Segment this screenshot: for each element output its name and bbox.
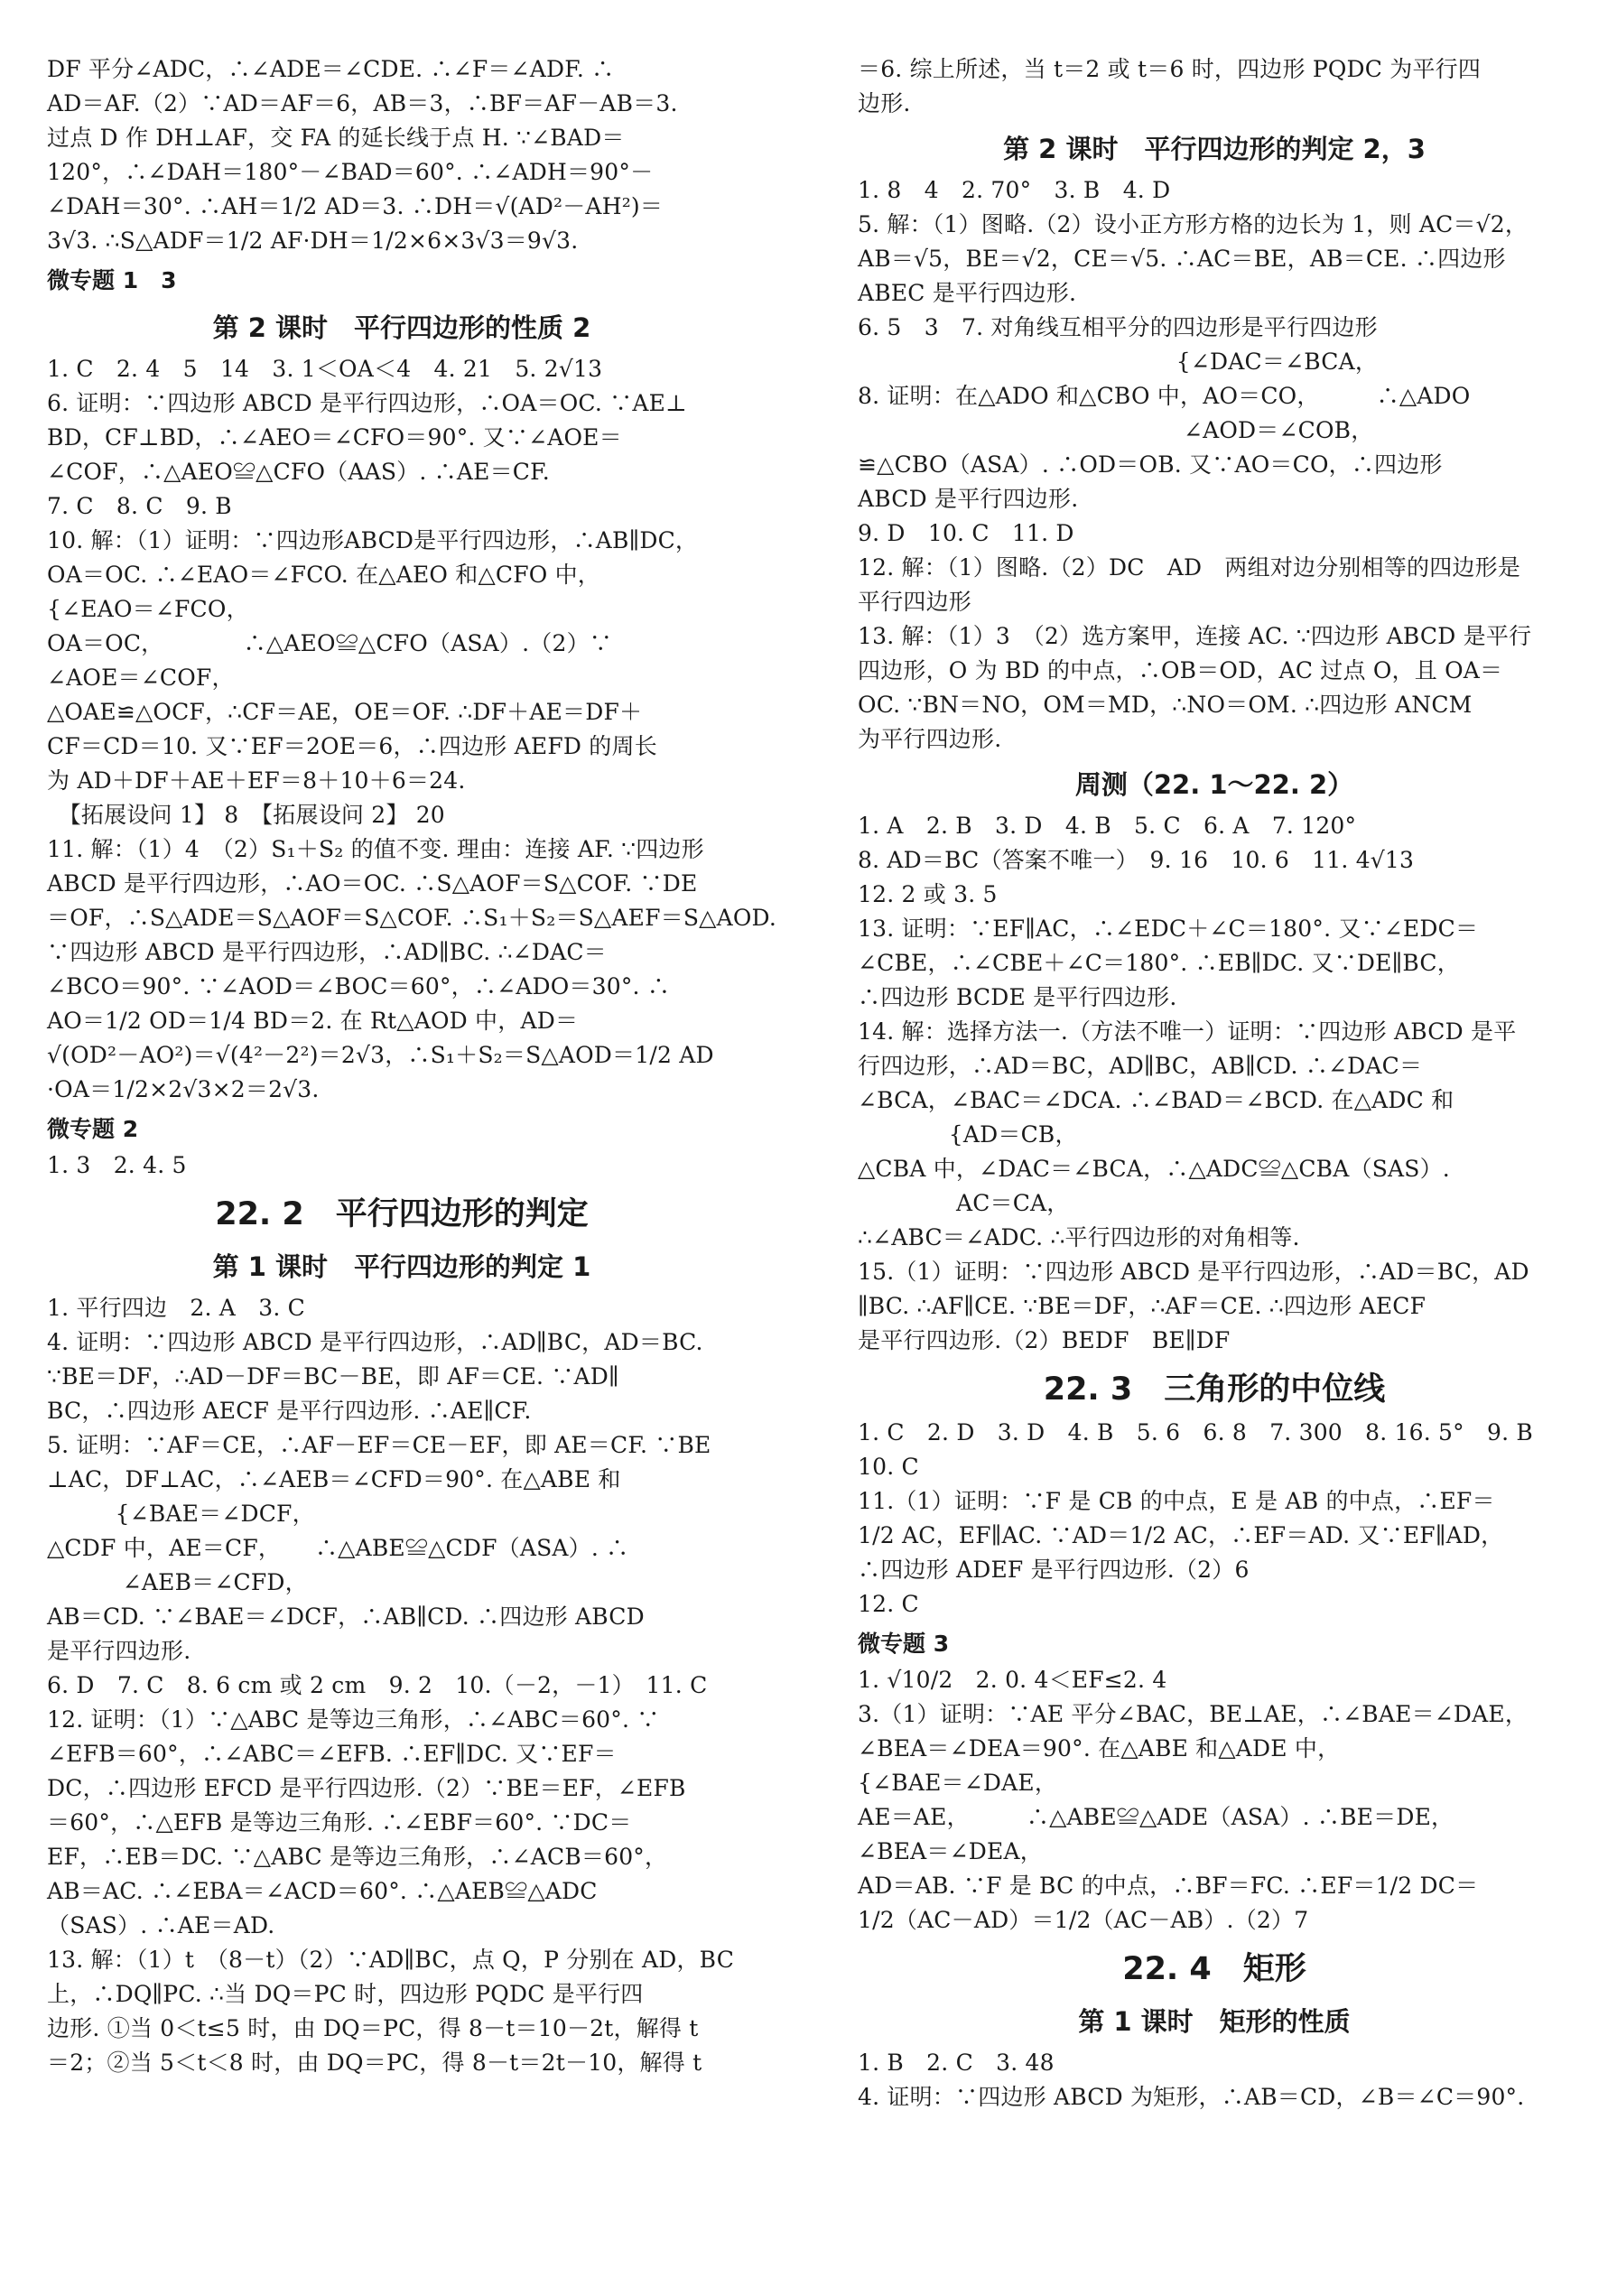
text-line: 边形. ①当 0＜t≤5 时，由 DQ＝PC，得 8－t＝10－2t，解得 t	[47, 2015, 699, 2041]
text-line: {AD＝CB，	[858, 1121, 1078, 1148]
text-line: DC，∴四边形 EFCD 是平行四边形.（2）∵BE＝EF，∠EFB	[47, 1775, 686, 1801]
text-line: 10. 解：（1）证明：∵四边形ABCD是平行四边形，∴AB∥DC，	[47, 527, 699, 553]
text-block	[858, 1416, 1571, 1622]
text-line: 13. 证明：∵EF∥AC，∴∠EDC＋∠C＝180°. 又∵∠EDC＝	[858, 916, 1479, 942]
text-line: ∴四边形 ADEF 是平行四边形.（2）6	[858, 1557, 1250, 1583]
text-line: ABCD 是平行四边形，∴AO＝OC. ∴S△AOF＝S△COF. ∵DE	[47, 870, 698, 897]
text-line: {∠BAE＝∠DCF，	[47, 1501, 315, 1527]
text-line: ∠CBE，∴∠CBE＋∠C＝180°. ∴EB∥DC. 又∵DE∥BC，	[858, 950, 1460, 976]
text-line: ABCD 是平行四边形.	[858, 486, 1079, 512]
text-line: 1. 3 2. 4. 5	[47, 1152, 187, 1178]
text-line: 8. AD＝BC（答案不唯一） 9. 16 10. 6 11. 4√13	[858, 847, 1415, 873]
text-line: 是平行四边形.（2）BEDF BE∥DF	[858, 1327, 1231, 1353]
text-line: ∠BCO＝90°. ∵∠AOD＝∠BOC＝60°，∴∠ADO＝30°. ∴	[47, 973, 671, 999]
text-line: 12. 证明：（1）∵△ABC 是等边三角形，∴∠ABC＝60°. ∵	[47, 1706, 660, 1733]
text-line: ∵BE＝DF，∴AD－DF＝BC－BE，即 AF＝CE. ∵AD∥	[47, 1363, 619, 1390]
topic-label: 微专题 1 3	[47, 267, 177, 293]
text-line: 1. A 2. B 3. D 4. B 5. C 6. A 7. 120°	[858, 813, 1357, 839]
text-line: AB＝CD. ∵∠BAE＝∠DCF，∴AB∥CD. ∴四边形 ABCD	[47, 1603, 645, 1630]
text-line: 1. 8 4 2. 70° 3. B 4. D	[858, 177, 1171, 203]
text-line: 【拓展设问 1】 8 【拓展设问 2】 20	[47, 802, 445, 828]
text-line: {∠BAE＝∠DAE，	[858, 1770, 1058, 1796]
text-line: AE＝AE， ∴△ABE≌△ADE（ASA）. ∴BE＝DE，	[858, 1804, 1454, 1830]
right-column	[858, 52, 1571, 2115]
text-line: ∠AOD＝∠COB，	[858, 417, 1374, 443]
text-block	[47, 52, 757, 258]
text-block	[47, 352, 777, 1107]
text-line: ∥BC. ∴AF∥CE. ∵BE＝DF，∴AF＝CE. ∴四边形 AECF	[858, 1293, 1426, 1319]
lesson-heading: 第 2 课时 平行四边形的性质 2	[212, 312, 591, 343]
text-line: 5. 证明：∵AF＝CE，∴AF－EF＝CE－EF，即 AE＝CF. ∵BE	[47, 1432, 711, 1458]
text-line: ∠AEB＝∠CFD，	[47, 1569, 308, 1595]
text-line: BC，∴四边形 AECF 是平行四边形. ∴AE∥CF.	[47, 1398, 532, 1424]
section-heading: 22. 2 平行四边形的判定	[215, 1196, 589, 1232]
text-line: 12. C	[858, 1591, 919, 1617]
text-line: 行四边形，∴AD＝BC，AD∥BC，AB∥CD. ∴∠DAC＝	[858, 1053, 1423, 1079]
text-block	[858, 1663, 1571, 1938]
text-line: AB＝AC. ∴∠EBA＝∠ACD＝60°. ∴△AEB≌△ADC	[47, 1878, 598, 1904]
text-line: ∠EFB＝60°，∴∠ABC＝∠EFB. ∴EF∥DC. 又∵EF＝	[47, 1741, 617, 1767]
text-block	[47, 1291, 757, 2080]
text-line: 6. 5 3 7. 对角线互相平分的四边形是平行四边形	[858, 314, 1378, 340]
text-line: 9. D 10. C 11. D	[858, 520, 1074, 546]
text-line: 1/2（AC－AD）＝1/2（AC－AB）.（2）7	[858, 1907, 1309, 1933]
text-line: 上，∴DQ∥PC. ∴当 DQ＝PC 时，四边形 PQDC 是平行四	[47, 1981, 644, 2007]
text-line: △OAE≌△OCF，∴CF＝AE，OE＝OF. ∴DF＋AE＝DF＋	[47, 699, 643, 725]
text-line: ≌△CBO（ASA）. ∴OD＝OB. 又∵AO＝CO，∴四边形	[858, 451, 1443, 478]
text-line: 过点 D 作 DH⊥AF，交 FA 的延长线于点 H. ∵∠BAD＝	[47, 125, 625, 151]
text-line: ⊥AC，DF⊥AC，∴∠AEB＝∠CFD＝90°. 在△ABE 和	[47, 1466, 621, 1492]
text-line: △CBA 中，∠DAC＝∠BCA，∴△ADC≌△CBA（SAS）.	[858, 1156, 1450, 1182]
text-line: AD＝AB. ∵F 是 BC 的中点，∴BF＝FC. ∴EF＝1/2 DC＝	[858, 1873, 1479, 1899]
text-line: ∵四边形 ABCD 是平行四边形，∴AD∥BC. ∴∠DAC＝	[47, 939, 607, 965]
text-line: 1/2 AC，EF∥AC. ∵AD＝1/2 AC，∴EF＝AD. 又∵EF∥AD，	[858, 1522, 1504, 1548]
topic-label: 微专题 2	[47, 1116, 139, 1142]
text-line: 是平行四边形.	[47, 1638, 191, 1664]
text-line: OA＝OC， ∴△AEO≌△CFO（ASA）.（2）∵	[47, 630, 612, 656]
text-line: 为 AD＋DF＋AE＋EF＝8＋10＋6＝24.	[47, 767, 466, 794]
section-heading: 22. 3 三角形的中位线	[1043, 1371, 1386, 1408]
text-line: 7. C 8. C 9. B	[47, 493, 232, 519]
text-block	[858, 173, 1571, 757]
text-line: {∠DAC＝∠BCA，	[858, 349, 1379, 375]
text-line: 边形.	[858, 90, 911, 116]
text-line: CF＝CD＝10. 又∵EF＝2OE＝6，∴四边形 AEFD 的周长	[47, 733, 657, 759]
text-line: ∠BCA，∠BAC＝∠DCA. ∴∠BAD＝∠BCD. 在△ADC 和	[858, 1087, 1454, 1113]
text-line: 4. 证明：∵四边形 ABCD 为矩形，∴AB＝CD，∠B＝∠C＝90°.	[858, 2084, 1525, 2110]
text-line: 平行四边形	[858, 589, 972, 615]
text-line: AB＝√5，BE＝√2，CE＝√5. ∴AC＝BE，AB＝CE. ∴四边形	[858, 246, 1506, 272]
text-line: 10. C	[858, 1454, 919, 1480]
text-line: ·OA＝1/2×2√3×2＝2√3.	[47, 1076, 320, 1102]
text-line: {∠EAO＝∠FCO，	[47, 596, 249, 622]
text-line: AC＝CA，	[858, 1190, 1070, 1216]
lesson-heading: 第 1 课时 平行四边形的判定 1	[212, 1251, 591, 1282]
text-line: 1. C 2. D 3. D 4. B 5. 6 6. 8 7. 300 8. 16. 5° 9. B	[858, 1419, 1533, 1445]
text-line: √(OD²－AO²)＝√(4²－2²)＝2√3，∴S₁＋S₂＝S△AOD＝1/2 AD	[47, 1042, 714, 1068]
text-line: ＝2；②当 5＜t＜8 时，由 DQ＝PC，得 8－t＝2t－10，解得 t	[47, 2050, 702, 2076]
text-line: 6. 证明：∵四边形 ABCD 是平行四边形，∴OA＝OC. ∵AE⊥	[47, 390, 687, 416]
text-line: ＝OF，∴S△ADE＝S△AOF＝S△COF. ∴S₁＋S₂＝S△AEF＝S△AOD.	[47, 905, 777, 931]
text-line: ＝6. 综上所述，当 t＝2 或 t＝6 时，四边形 PQDC 为平行四	[858, 56, 1482, 82]
text-line: 14. 解：选择方法一.（方法不唯一）证明：∵四边形 ABCD 是平	[858, 1018, 1517, 1045]
text-line: EF，∴EB＝DC. ∵△ABC 是等边三角形，∴∠ACB＝60°，	[47, 1844, 668, 1870]
text-line: ∠AOE＝∠COF，	[47, 665, 235, 691]
text-line: 8. 证明：在△ADO 和△CBO 中，AO＝CO， ∴△ADO	[858, 383, 1471, 409]
text-line: （SAS）. ∴AE＝AD.	[47, 1912, 275, 1938]
text-line: ∠BEA＝∠DEA＝90°. 在△ABE 和△ADE 中，	[858, 1735, 1341, 1762]
text-line: 1. 平行四边 2. A 3. C	[47, 1295, 305, 1321]
text-line: OA＝OC. ∴∠EAO＝∠FCO. 在△AEO 和△CFO 中，	[47, 562, 600, 588]
lesson-heading: 第 1 课时 矩形的性质	[1078, 2006, 1351, 2037]
topic-label: 微专题 3	[858, 1631, 950, 1657]
text-line: ∠COF，∴△AEO≌△CFO（AAS）. ∴AE＝CF.	[47, 459, 550, 485]
text-line: 13. 解：（1）3 （2）选方案甲，连接 AC. ∵四边形 ABCD 是平行	[858, 623, 1532, 649]
text-line: 11.（1）证明：∵F 是 CB 的中点，E 是 AB 的中点，∴EF＝	[858, 1488, 1495, 1514]
text-line: AO＝1/2 OD＝1/4 BD＝2. 在 Rt△AOD 中，AD＝	[47, 1008, 579, 1034]
text-line: OC. ∵BN＝NO，OM＝MD，∴NO＝OM. ∴四边形 ANCM	[858, 692, 1473, 718]
text-block	[858, 809, 1571, 1358]
text-line: AD＝AF.（2）∵AD＝AF＝6，AB＝3，∴BF＝AF－AB＝3.	[47, 90, 678, 116]
text-block	[858, 2046, 1571, 2115]
text-line: ∴四边形 BCDE 是平行四边形.	[858, 984, 1177, 1010]
text-line: 12. 2 或 3. 5	[858, 881, 998, 907]
text-line: 15.（1）证明：∵四边形 ABCD 是平行四边形，∴AD＝BC，AD	[858, 1259, 1529, 1285]
section-heading: 22. 4 矩形	[1122, 1951, 1306, 1987]
text-line: 6. D 7. C 8. 6 cm 或 2 cm 9. 2 10.（－2，－1） 11. C	[47, 1672, 708, 1698]
text-line: 1. √10/2 2. 0. 4＜EF≤2. 4	[858, 1667, 1167, 1693]
text-line: 3√3. ∴S△ADF＝1/2 AF·DH＝1/2×6×3√3＝9√3.	[47, 228, 579, 254]
text-line: 3.（1）证明：∵AE 平分∠BAC，BE⊥AE，∴∠BAE＝∠DAE，	[858, 1701, 1529, 1727]
text-line: 12. 解：（1）图略.（2）DC AD 两组对边分别相等的四边形是	[858, 554, 1521, 581]
text-block	[858, 52, 1571, 121]
text-line: BD，CF⊥BD，∴∠AEO＝∠CFO＝90°. 又∵∠AOE＝	[47, 424, 622, 451]
text-line: 5. 解：（1）图略.（2）设小正方形方格的边长为 1，则 AC＝√2，	[858, 211, 1529, 237]
text-line: 为平行四边形.	[858, 726, 1002, 752]
text-line: 1. B 2. C 3. 48	[858, 2050, 1055, 2076]
text-line: ABEC 是平行四边形.	[858, 280, 1077, 306]
text-line: ＝60°，∴△EFB 是等边三角形. ∴∠EBF＝60°. ∵DC＝	[47, 1809, 632, 1836]
text-line: ∠BEA＝∠DEA，	[858, 1838, 1043, 1864]
text-line: ∠DAH＝30°. ∴AH＝1/2 AD＝3. ∴DH＝√(AD²－AH²)＝	[47, 193, 664, 219]
text-line: 四边形，O 为 BD 的中点，∴OB＝OD，AC 过点 O，且 OA＝	[858, 657, 1503, 683]
text-block	[47, 1148, 757, 1183]
text-line: 1. C 2. 4 5 14 3. 1＜OA＜4 4. 21 5. 2√13	[47, 356, 603, 382]
lesson-heading: 第 2 课时 平行四边形的判定 2，3	[1003, 134, 1426, 164]
text-line: DF 平分∠ADC，∴∠ADE＝∠CDE. ∴∠F＝∠ADF. ∴	[47, 56, 615, 82]
text-line: 120°，∴∠DAH＝180°－∠BAD＝60°. ∴∠ADH＝90°－	[47, 159, 654, 185]
text-line: 4. 证明：∵四边形 ABCD 是平行四边形，∴AD∥BC，AD＝BC.	[47, 1329, 703, 1355]
text-line: ∴∠ABC＝∠ADC. ∴平行四边形的对角相等.	[858, 1224, 1300, 1250]
text-line: △CDF 中，AE＝CF， ∴△ABE≌△CDF（ASA）. ∴	[47, 1535, 629, 1561]
left-column	[47, 52, 777, 2080]
text-line: 11. 解：（1）4 （2）S₁＋S₂ 的值不变. 理由：连接 AF. ∵四边形	[47, 836, 704, 862]
lesson-heading: 周测（22. 1～22. 2）	[1074, 769, 1354, 800]
text-line: 13. 解：（1）t （8－t）（2）∵AD∥BC，点 Q，P 分别在 AD，BC	[47, 1947, 735, 1973]
